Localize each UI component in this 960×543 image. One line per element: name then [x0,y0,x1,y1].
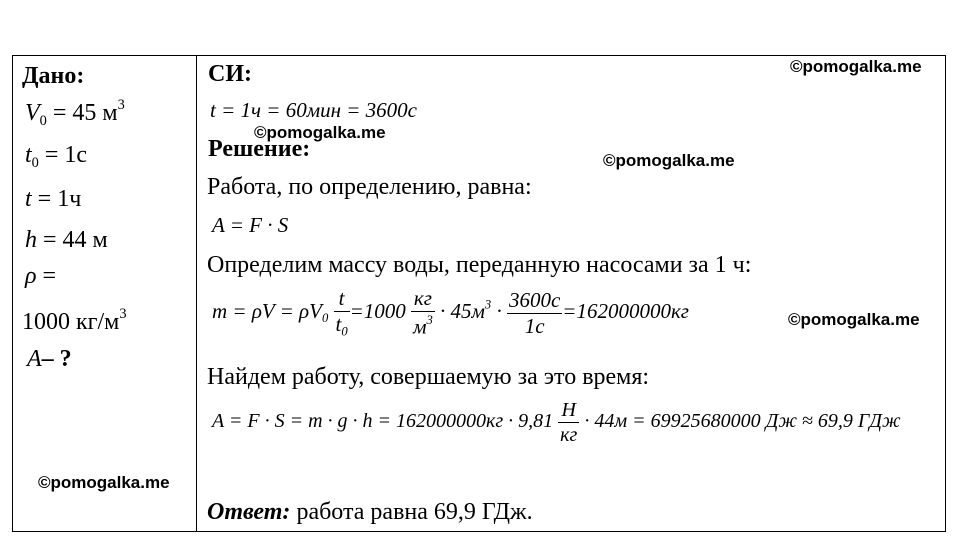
si-formula: t = 1ч = 60мин = 3600с [210,98,418,122]
watermark: ©pomogalka.me [788,310,920,329]
mass-formula: $m = \rho V = \rho V_0$ $\frac{t}{t_0}$ =1000 $\frac{кг}{м^3}$ · $45м^3$ · $\frac{3600с}{1с}$ =162000000кг [212,286,689,339]
solution-heading: Решение: [208,136,311,162]
si-heading: СИ: [208,61,252,87]
work-result-formula: A = F · S = m · g · h = 162000000кг · 9,81 $\frac{Н}{кг}$ · 44м = 69925680000 Дж ≈ 69,9 ГДж [212,399,901,446]
solution-line-1: Работа, по определению, равна: [207,174,532,200]
given-rho: ρ = [25,263,57,289]
given-h: h = 44 м [25,227,108,253]
given-rho-value: 1000 $кг/м^3$ [22,306,127,335]
watermark: ©pomogalka.me [603,151,735,170]
watermark: ©pomogalka.me [254,123,386,142]
watermark: ©pomogalka.me [790,57,922,76]
column-divider [196,55,197,532]
solution-line-2: Определим массу воды, переданную насосами за 1 ч: [207,252,752,278]
given-v0: $V_0 = 45$ $м^3$ [25,97,125,129]
solution-line-3: Найдем работу, совершаемую за это время: [207,364,650,390]
answer: Ответ: работа равна 69,9 ГДж. [207,499,533,525]
given-t0: $t_0 = 1с$ [25,142,88,172]
given-t: t = 1ч [25,186,82,212]
watermark: ©pomogalka.me [38,473,170,492]
given-find: A– ? [27,346,72,372]
work-formula: A = F · S [212,213,289,237]
given-heading: Дано: [22,63,85,89]
